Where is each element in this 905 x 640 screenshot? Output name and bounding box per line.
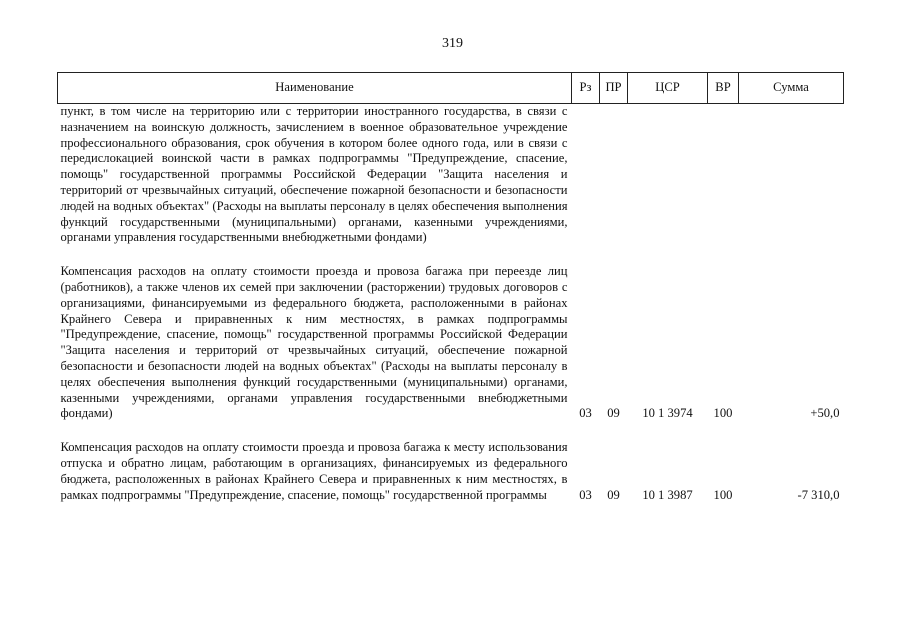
row-csr: 10 1 3987 — [642, 487, 693, 502]
table-header — [58, 73, 844, 104]
row-csr — [628, 104, 708, 247]
row-csr: 10 1 3974 — [642, 406, 693, 421]
row-name: Компенсация расходов на оплату стоимости проезда и провоза багажа при переезде лиц (работников), а также членов их семей при заключении (расторжении) трудовых договоров с организациями, финансируемыми из федерального бюджета, расположенными в районах Крайнего Севера и приравненных к ним местностях, в рамках подпрограммы "Предупреждение, спасение, помощь" государственной программы Российской Федерации "Защита населения и территорий от чрезвычайных ситуаций, обеспечение пожарной безопасности и безопасности людей на водных объектах" (Расходы на выплаты персоналу в целях обеспечения выполнения функций государственными (муниципальными) органами, казенными учреждениями, органами управления государственными внебюджетными фондами) — [60, 264, 568, 421]
header-csr: ЦСР — [628, 73, 708, 104]
row-rz: 03 — [579, 487, 592, 502]
page-number: 319 — [442, 36, 463, 51]
row-rz: 03 — [579, 406, 592, 421]
row-spacer — [58, 246, 844, 264]
row-sum: +50,0 — [810, 406, 840, 421]
table-row — [58, 104, 844, 247]
row-pr: 09 — [607, 487, 620, 502]
header-name: Наименование — [58, 73, 572, 104]
row-sum: -7 310,0 — [797, 487, 840, 502]
table-row — [58, 440, 844, 503]
row-spacer — [58, 422, 844, 440]
row-sum — [739, 104, 844, 247]
header-pr: ПР — [600, 73, 628, 104]
row-pr: 09 — [607, 406, 620, 421]
table-row — [58, 264, 844, 422]
table-body — [58, 104, 844, 504]
header-rz: Рз — [572, 73, 600, 104]
table-header-row — [58, 73, 844, 104]
row-vr: 100 — [713, 487, 733, 502]
row-vr: 100 — [713, 406, 733, 421]
row-vr — [708, 104, 739, 247]
row-rz — [572, 104, 600, 247]
row-name: Компенсация расходов на оплату стоимости проезда и провоза багажа к месту использования отпуска и обратно лицам, работающим в организациях, финансируемых из федерального бюджета, расположенных в районах Крайнего Севера и приравненных к ним местностях, в рамках подпрограммы "Предупреждение, спасение, помощь" государственной программы — [60, 440, 568, 502]
row-name: пункт, в том числе на территорию или с территории иностранного государства, в связи с назначением на воинскую должность, зачислением в военное образовательное учреждение профессионального образования, срок обучения в котором более одного года, или в связи с передислокацией воинской части в рамках подпрограммы "Предупреждение, спасение, помощь" государственной программы Российской Федерации "Защита населения и территорий от чрезвычайных ситуаций, обеспечение пожарной безопасности и безопасности людей на водных объектах" (Расходы на выплаты персоналу в целях обеспечения выполнения функций государственными (муниципальными) органами, казенными учреждениями, органами управления государственными внебюджетными фондами) — [60, 104, 568, 245]
row-pr — [600, 104, 628, 247]
budget-table — [57, 72, 844, 503]
header-vr: ВР — [708, 73, 739, 104]
header-sum: Сумма — [739, 73, 844, 104]
